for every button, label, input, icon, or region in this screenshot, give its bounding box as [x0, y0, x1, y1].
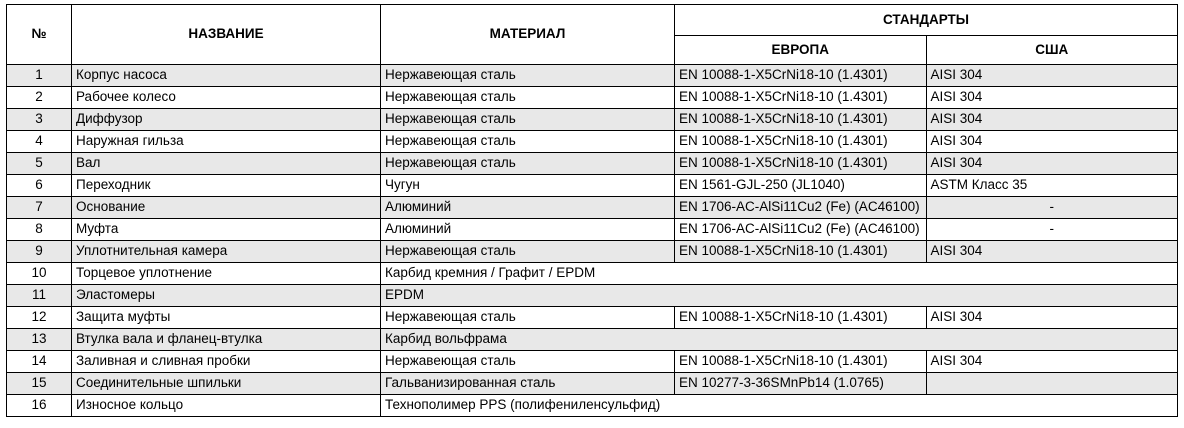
cell-number: 5 — [7, 153, 72, 175]
cell-number: 6 — [7, 175, 72, 197]
cell-material: Нержавеющая сталь — [381, 87, 675, 109]
cell-standard-europe: EN 1706-AC-AlSi11Cu2 (Fe) (AC46100) — [675, 197, 927, 219]
cell-number: 4 — [7, 131, 72, 153]
cell-number: 15 — [7, 373, 72, 395]
cell-name: Переходник — [72, 175, 381, 197]
cell-material: Алюминий — [381, 219, 675, 241]
cell-standard-usa: ASTM Класс 35 — [926, 175, 1178, 197]
cell-standard-usa: AISI 304 — [926, 109, 1178, 131]
cell-standard-europe: EN 1706-AC-AlSi11Cu2 (Fe) (AC46100) — [675, 219, 927, 241]
cell-number: 1 — [7, 65, 72, 87]
cell-standard-usa: AISI 304 — [926, 87, 1178, 109]
cell-material: Нержавеющая сталь — [381, 109, 675, 131]
cell-standard-europe: EN 10088-1-X5CrNi18-10 (1.4301) — [675, 307, 927, 329]
cell-standard-europe: EN 10088-1-X5CrNi18-10 (1.4301) — [675, 153, 927, 175]
cell-material: Нержавеющая сталь — [381, 131, 675, 153]
table-row — [7, 329, 1178, 351]
cell-number: 7 — [7, 197, 72, 219]
cell-standard-europe: EN 10088-1-X5CrNi18-10 (1.4301) — [675, 65, 927, 87]
column-header-europe: ЕВРОПА — [675, 36, 927, 65]
cell-standard-usa: - — [926, 219, 1178, 241]
cell-standard-europe: EN 10088-1-X5CrNi18-10 (1.4301) — [675, 131, 927, 153]
cell-standard-usa: AISI 304 — [926, 241, 1178, 263]
cell-standard-europe: EN 10088-1-X5CrNi18-10 (1.4301) — [675, 351, 927, 373]
cell-material: Нержавеющая сталь — [381, 307, 675, 329]
table-row — [7, 175, 1178, 197]
cell-standard-usa: AISI 304 — [926, 153, 1178, 175]
table-row — [7, 197, 1178, 219]
cell-name: Диффузор — [72, 109, 381, 131]
cell-material: Нержавеющая сталь — [381, 351, 675, 373]
table-row — [7, 131, 1178, 153]
cell-name: Втулка вала и фланец-втулка — [72, 329, 381, 351]
cell-standard-usa: AISI 304 — [926, 65, 1178, 87]
column-header-name: НАЗВАНИЕ — [72, 5, 381, 65]
cell-number: 12 — [7, 307, 72, 329]
column-header-standards: СТАНДАРТЫ — [675, 5, 1178, 36]
cell-material: Технополимер PPS (полифениленсульфид) — [381, 395, 1178, 417]
table-row — [7, 241, 1178, 263]
cell-name: Заливная и сливная пробки — [72, 351, 381, 373]
cell-name: Наружная гильза — [72, 131, 381, 153]
cell-material: Карбид кремния / Графит / EPDM — [381, 263, 1178, 285]
cell-number: 9 — [7, 241, 72, 263]
cell-standard-usa: AISI 304 — [926, 351, 1178, 373]
cell-name: Износное кольцо — [72, 395, 381, 417]
cell-name: Муфта — [72, 219, 381, 241]
column-header-usa: США — [926, 36, 1178, 65]
cell-number: 10 — [7, 263, 72, 285]
table-row — [7, 263, 1178, 285]
cell-standard-usa: - — [926, 197, 1178, 219]
table-row — [7, 285, 1178, 307]
cell-material: Карбид вольфрама — [381, 329, 1178, 351]
table-header — [7, 5, 1178, 65]
cell-name: Эластомеры — [72, 285, 381, 307]
cell-material: Алюминий — [381, 197, 675, 219]
cell-standard-europe: EN 10088-1-X5CrNi18-10 (1.4301) — [675, 87, 927, 109]
cell-number: 8 — [7, 219, 72, 241]
table-row — [7, 373, 1178, 395]
cell-material: Нержавеющая сталь — [381, 65, 675, 87]
table-row — [7, 307, 1178, 329]
cell-material: Нержавеющая сталь — [381, 241, 675, 263]
table-row — [7, 219, 1178, 241]
column-header-number: № — [7, 5, 72, 65]
header-row-primary — [7, 5, 1178, 36]
cell-name: Корпус насоса — [72, 65, 381, 87]
cell-number: 2 — [7, 87, 72, 109]
cell-standard-europe: EN 10277-3-36SMnPb14 (1.0765) — [675, 373, 927, 395]
cell-material: Нержавеющая сталь — [381, 153, 675, 175]
table-row — [7, 351, 1178, 373]
cell-name: Защита муфты — [72, 307, 381, 329]
cell-standard-europe: EN 10088-1-X5CrNi18-10 (1.4301) — [675, 241, 927, 263]
cell-name: Уплотнительная камера — [72, 241, 381, 263]
table-body — [7, 65, 1178, 417]
cell-name: Основание — [72, 197, 381, 219]
cell-number: 11 — [7, 285, 72, 307]
cell-number: 3 — [7, 109, 72, 131]
cell-number: 14 — [7, 351, 72, 373]
table-row — [7, 87, 1178, 109]
cell-material: Чугун — [381, 175, 675, 197]
cell-number: 13 — [7, 329, 72, 351]
table-row — [7, 65, 1178, 87]
table-row — [7, 109, 1178, 131]
cell-material: Гальванизированная сталь — [381, 373, 675, 395]
cell-material: EPDM — [381, 285, 1178, 307]
cell-standard-usa — [926, 373, 1178, 395]
table-row — [7, 395, 1178, 417]
cell-number: 16 — [7, 395, 72, 417]
parts-table — [6, 4, 1178, 417]
cell-name: Вал — [72, 153, 381, 175]
cell-name: Соединительные шпильки — [72, 373, 381, 395]
column-header-material: МАТЕРИАЛ — [381, 5, 675, 65]
cell-standard-europe: EN 10088-1-X5CrNi18-10 (1.4301) — [675, 109, 927, 131]
cell-standard-usa: AISI 304 — [926, 131, 1178, 153]
cell-name: Торцевое уплотнение — [72, 263, 381, 285]
table-row — [7, 153, 1178, 175]
cell-name: Рабочее колесо — [72, 87, 381, 109]
cell-standard-usa: AISI 304 — [926, 307, 1178, 329]
cell-standard-europe: EN 1561-GJL-250 (JL1040) — [675, 175, 927, 197]
